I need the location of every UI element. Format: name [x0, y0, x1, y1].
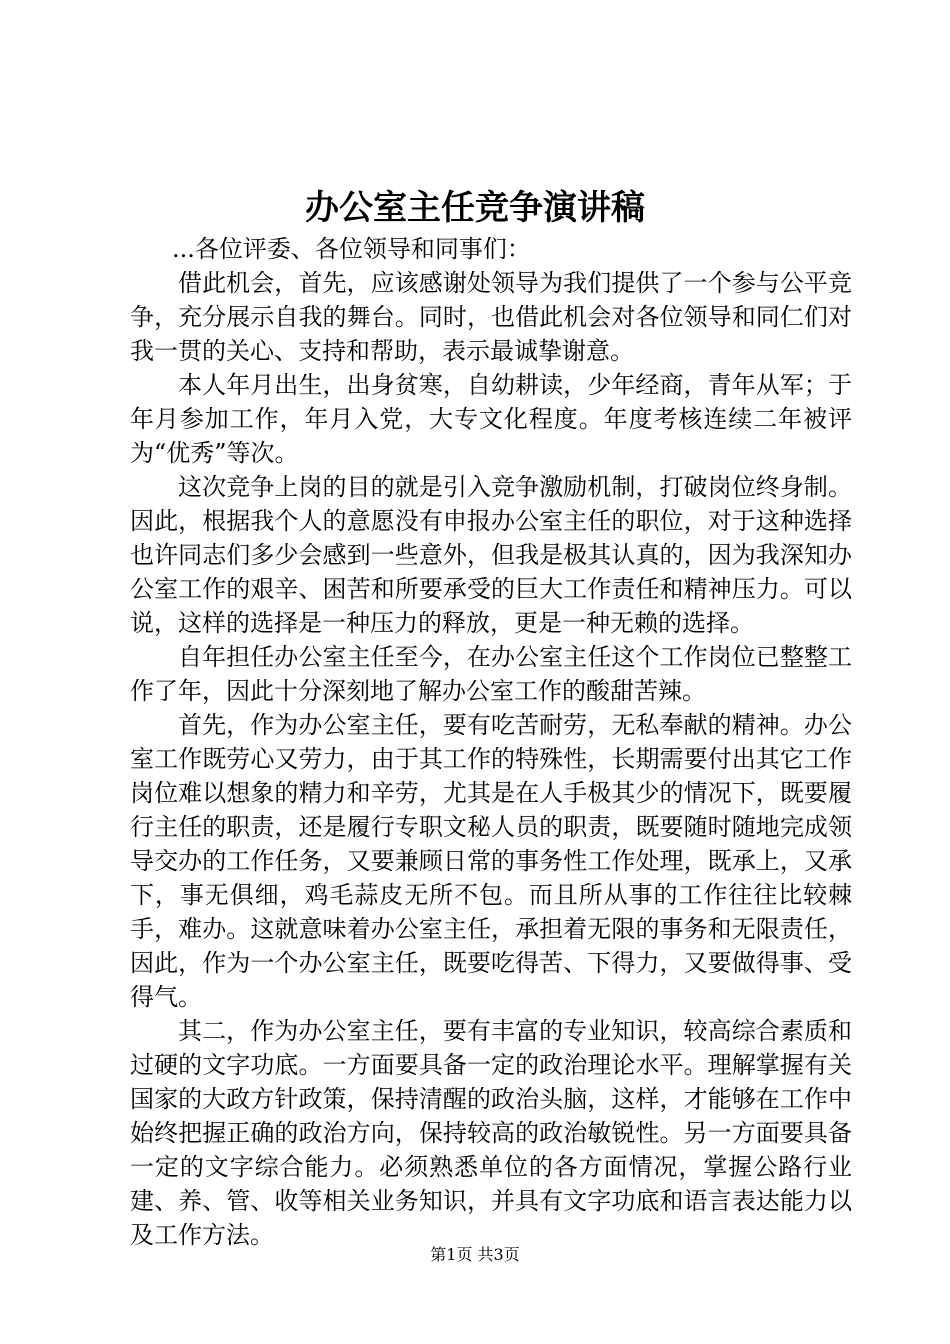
paragraph-6: 其二，作为办公室主任，要有丰富的专业知识，较高综合素质和过硬的文字功底。一方面要具备一定的政治理论水平。理解掌握有关国家的大政方针政策，保持清醒的政治头脑，这样，才能够在工作中始终把握正确的政治方向，保持较高的政治敏锐性。另一方面要具备一定的文字综合能力。必须熟悉单位的各方面情况，掌握公路行业建、养、管、收等相关业务知识，并具有文字功底和语言表达能力以及工作方法。 [130, 1017, 852, 1249]
document-title: 办公室主任竞争演讲稿 [305, 188, 645, 228]
paragraph-3: 这次竞争上岗的目的就是引入竞争激励机制，打破岗位终身制。因此，根据我个人的意愿没有申报办公室主任的职位，对于这种选择也许同志们多少会感到一些意外，但我是极其认真的，因为我深知办公室工作的艰辛、困苦和所要承受的巨大工作责任和精神压力。可以说，这样的选择是一种压力的释放，更是一种无赖的选择。 [130, 473, 852, 637]
document-body [130, 232, 852, 1252]
paragraph-2: 本人年月出生，出身贫寒，自幼耕读，少年经商，青年从军；于年月参加工作，年月入党，大专文化程度。年度考核连续二年被评为“优秀”等次。 [130, 371, 852, 467]
paragraph-4: 自年担任办公室主任至今，在办公室主任这个工作岗位已整整工作了年，因此十分深刻地了解办公室工作的酸甜苦辣。 [130, 643, 852, 705]
paragraph-5: 首先，作为办公室主任，要有吃苦耐劳，无私奉献的精神。办公室工作既劳心又劳力，由于其工作的特殊性，长期需要付出其它工作岗位难以想象的精力和辛劳，尤其是在人手极其少的情况下，既要履行主任的职责，还是履行专职文秘人员的职责，既要随时随地完成领导交办的工作任务，又要兼顾日常的事务性工作处理，既承上，又承下，事无俱细，鸡毛蒜皮无所不包。而且所从事的工作往往比较棘手，难办。这就意味着办公室主任，承担着无限的事务和无限责任，因此，作为一个办公室主任，既要吃得苦、下得力，又要做得事、受得气。 [130, 711, 852, 1011]
page-footer: 第1页 共3页 [430, 1245, 520, 1264]
salutation: ...各位评委、各位领导和同事们： [172, 235, 531, 263]
paragraph-1: 借此机会，首先，应该感谢处领导为我们提供了一个参与公平竞争，充分展示自我的舞台。同时，也借此机会对各位领导和同仁们对我一贯的关心、支持和帮助，表示最诚挚谢意。 [130, 269, 852, 365]
